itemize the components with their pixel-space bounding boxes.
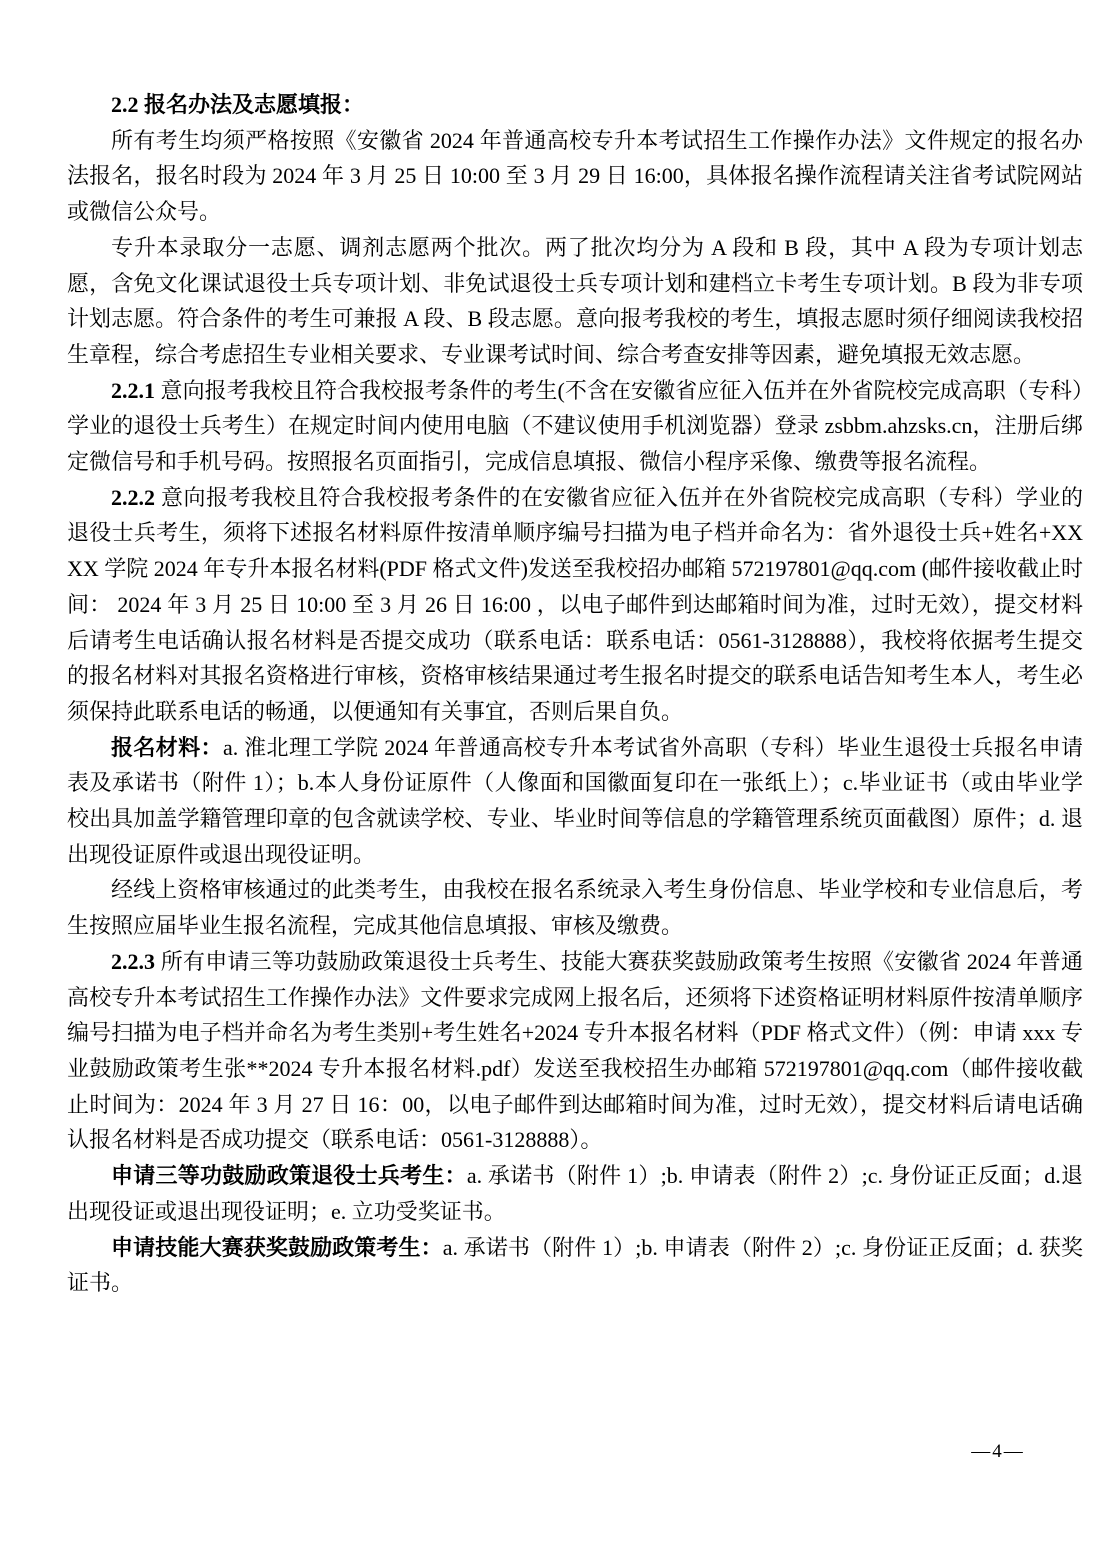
paragraph-text: a. 承诺书（附件 1）;b. 申请表（附件 2）;c. 身份证正反面；d.退出现役证或退出现役证明；e. 立功受奖证书。 [67, 1163, 1083, 1224]
paragraph-text: 所有申请三等功鼓励政策退役士兵考生、技能大赛获奖鼓励政策考生按照《安徽省 2024 年普通高校专升本考试招生工作操作办法》文件要求完成网上报名后，还须将下述资格证明材料原件按清单顺序编号扫描为电子档并命名为考生类别+考生姓名+2024 专升本报名材料（PDF 格式文件）（例：申请 xxx 专业鼓励政策考生张**2024 专升本报名材料.pdf）发送至我校招生办邮箱 572197801@qq.com（邮件接收截止时间为：2024 年 3 月 27 日 16：00，以电子邮件到达邮箱时间为准，过时无效），提交材料后请电话确认报名材料是否成功提交（联系电话：0561-3128888）。 [67, 948, 1083, 1153]
paragraph-2-2-1 [67, 373, 1083, 480]
category-label: 申请三等功鼓励政策退役士兵考生： [111, 1163, 467, 1189]
paragraph-text: a. 承诺书（附件 1）;b. 申请表（附件 2）;c. 身份证正反面；d. 获奖证书。 [67, 1234, 1083, 1296]
paragraph-2-2-2 [67, 480, 1083, 730]
paragraph-third-class-merit-materials [67, 1158, 1083, 1229]
paragraph-text: 意向报考我校且符合我校报考条件的在安徽省应征入伍并在外省院校完成高职（专科）学业的退役士兵考生，须将下述报名材料原件按清单顺序编号扫描为电子档并命名为：省外退役士兵+姓名+XXXX 学院 2024 年专升本报名材料(PDF 格式文件)发送至我校招办邮箱 572197801@qq.com (邮件接收截止时间： 2024 年 3 月 25 日 10:00 至 3 月 26 日 16:00 ，以电子邮件到达邮箱时间为准，过时无效），提交材料后请考生电话确认报名材料是否提交成功（联系电话：联系电话：0561-3128888），我校将依据考生提交的报名材料对其报名资格进行审核，资格审核结果通过考生报名时提交的联系电话告知考生本人，考生必须保持此联系电话的畅通，以便通知有关事宜，否则后果自负。 [67, 484, 1083, 724]
paragraph-text: 经线上资格审核通过的此类考生，由我校在报名系统录入考生身份信息、毕业学校和专业信息后，考生按照应届毕业生报名流程，完成其他信息填报、审核及缴费。 [67, 877, 1083, 939]
paragraph-text: 意向报考我校且符合我校报考条件的考生(不含在安徽省应征入伍并在外省院校完成高职（专科）学业的退役士兵考生）在规定时间内使用电脑（不建议使用手机浏览器）登录 zsbbm.ahzsks.cn，注册后绑定微信号和手机号码。按照报名页面指引，完成信息填报、微信小程序采像、缴费等报名流程。 [67, 377, 1083, 475]
clause-number: 2.2.2 [111, 484, 155, 510]
paragraph-text: 专升本录取分一志愿、调剂志愿两个批次。两了批次均分为 A 段和 B 段，其中 A 段为专项计划志愿，含免文化课试退役士兵专项计划、非免试退役士兵专项计划和建档立卡考生专项计划。B 段为非专项计划志愿。符合条件的考生可兼报 A 段、B 段志愿。意向报考我校的考生，填报志愿时须仔细阅读我校招生章程，综合考虑招生专业相关要求、专业课考试时间、综合考查安排等因素，避免填报无效志愿。 [67, 234, 1083, 367]
section-heading-text: 2.2 报名办法及志愿填报： [111, 92, 365, 117]
category-label: 申请技能大赛获奖鼓励政策考生： [111, 1234, 443, 1260]
section-heading-2-2 [67, 87, 1083, 123]
paragraph-online-review [67, 872, 1083, 943]
paragraph-volunteer-batches [67, 230, 1083, 373]
clause-number: 2.2.1 [111, 377, 155, 403]
paragraph-text: 所有考生均须严格按照《安徽省 2024 年普通高校专升本考试招生工作操作办法》文件规定的报名办法报名，报名时段为 2024 年 3 月 25 日 10:00 至 3 月 29 日 16:00，具体报名操作流程请关注省考试院网站或微信公众号。 [67, 127, 1083, 225]
paragraph-text: a. 淮北理工学院 2024 年普通高校专升本考试省外高职（专科）毕业生退役士兵报名申请表及承诺书（附件 1）；b.本人身份证原件（人像面和国徽面复印在一张纸上）；c.毕业证书（或由毕业学校出具加盖学籍管理印章的包含就读学校、专业、毕业时间等信息的学籍管理系统页面截图）原件；d. 退出现役证原件或退出现役证明。 [67, 734, 1083, 867]
paragraph-2-2-3 [67, 944, 1083, 1158]
materials-label: 报名材料： [111, 734, 223, 760]
page-number: —4— [971, 1441, 1025, 1462]
clause-number: 2.2.3 [111, 948, 155, 974]
paragraph-skills-competition-materials [67, 1230, 1083, 1301]
document-body [67, 87, 1083, 1301]
paragraph-registration-method [67, 123, 1083, 230]
paragraph-application-materials [67, 730, 1083, 873]
